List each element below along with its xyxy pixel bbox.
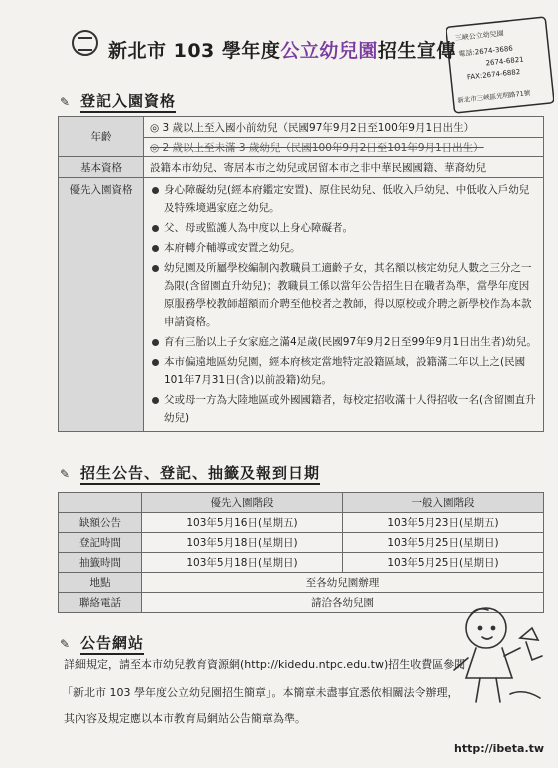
stamp-icon: [446, 16, 554, 116]
table-row: [59, 178, 544, 432]
school-stamp: [446, 16, 554, 116]
new-taipei-logo-icon: [72, 30, 98, 56]
age-text-2-struck: ◎ 2 歲以上至未滿 3 歲幼兒（民國100年9月2日至101年9月1日出生）: [144, 138, 544, 157]
eligibility-table: [58, 116, 544, 432]
table-row: [59, 513, 544, 533]
website-para-2: 「新北市 103 學年度公立幼兒園招生簡章」。本簡章未盡事宜悉依相關法令辦理，: [62, 686, 459, 699]
cell-priority: 103年5月16日(星期五): [142, 513, 343, 533]
list-item: 身心障礙幼兒(經本府鑑定安置)、原住民幼兒、低收入戶幼兒、中低收入戶幼兒及特殊境遇家庭之幼兒。: [150, 181, 537, 217]
cell-general: 103年5月25日(星期日): [343, 553, 544, 573]
basic-label: 基本資格: [59, 157, 144, 178]
priority-cell: [144, 178, 544, 432]
watermark-url: http://ibeta.tw: [454, 742, 545, 755]
website-para-1: 詳細規定，請至本市幼兒教育資源網(http://kidedu.ntpc.edu.tw)招生收費區參閱: [64, 658, 466, 671]
row-label: 地點: [59, 573, 142, 593]
stamp-line-4: FAX:2674-6882: [466, 67, 521, 82]
stamp-line-2: 電話:2674-3686: [458, 44, 514, 59]
stamp-line-3: 2674-6821: [485, 55, 525, 68]
title-suffix: 招生宣傳: [377, 40, 456, 62]
age-label: 年齡: [59, 117, 144, 157]
title-prefix: 新北市 103 學年度: [108, 40, 281, 62]
location-value: 至各幼兒園辦理: [142, 573, 544, 593]
table-header-row: [59, 493, 544, 513]
list-item: 育有三胎以上子女家庭之滿4足歲(民國97年9月2日至99年9月1日出生者)幼兒。: [150, 333, 537, 351]
pencil-icon: ✎: [60, 637, 72, 651]
phone-value: 請洽各幼兒園: [142, 593, 544, 613]
age-text-1: ◎ 3 歲以上至入國小前幼兒（民國97年9月2日至100年9月1日出生）: [144, 117, 544, 138]
list-item: 父、母或監護人為中度以上身心障礙者。: [150, 219, 537, 237]
title-highlight: 公立幼兒園: [280, 40, 378, 62]
section1-heading: ✎ 登記入園資格: [60, 90, 176, 111]
cell-general: 103年5月23日(星期五): [343, 513, 544, 533]
list-item: 幼兒園及所屬學校編制內教職員工適齡子女，其名額以核定幼兒人數之三分之一為限(含留園直升幼兒)；教職員工係以當年公告招生日在職者為準，當學年度因原服務學校教師超額而介聘至他校者之教師，得以原校或介聘之新學校作為本款申請資格。: [150, 259, 537, 331]
table-row: [59, 573, 544, 593]
section2-heading: ✎ 招生公告、登記、抽籤及報到日期: [60, 462, 320, 483]
basic-text: 設籍本市幼兒、寄居本市之幼兒或居留本市之非中華民國國籍、華裔幼兒: [144, 157, 544, 178]
list-item: 本市偏遠地區幼兒園，經本府核定當地特定設籍區域，設籍滿二年以上之(民國101年7月31日(含)以前設籍)幼兒。: [150, 353, 537, 389]
table-row: [59, 533, 544, 553]
cell-general: 103年5月25日(星期日): [343, 533, 544, 553]
table-row: [59, 117, 544, 138]
row-label: 缺額公告: [59, 513, 142, 533]
row-label: 聯絡電話: [59, 593, 142, 613]
table-row: [59, 157, 544, 178]
pencil-icon: ✎: [60, 95, 72, 109]
header-cell: 優先入園階段: [142, 493, 343, 513]
cell-priority: 103年5月18日(星期日): [142, 553, 343, 573]
header-cell: 一般入園階段: [343, 493, 544, 513]
row-label: 登記時間: [59, 533, 142, 553]
list-item: 本府轉介輔導或安置之幼兒。: [150, 239, 537, 257]
website-para-3: 其內容及規定應以本市教育局網站公告簡章為準。: [64, 712, 306, 725]
table-row: [59, 553, 544, 573]
page-title: [108, 36, 456, 63]
header-cell: [59, 493, 142, 513]
row-label: 抽籤時間: [59, 553, 142, 573]
schedule-table: [58, 492, 544, 613]
cell-priority: 103年5月18日(星期日): [142, 533, 343, 553]
stamp-line-0: 新北市三峽區光明路71號: [456, 89, 531, 105]
pencil-icon: ✎: [60, 467, 72, 481]
stamp-line-1: 三峽公立幼兒園: [454, 29, 505, 43]
cartoon-child-icon: [440, 598, 548, 718]
priority-label: 優先入園資格: [59, 178, 144, 432]
list-item: 父或母一方為大陸地區或外國國籍者，每校定招收滿十人得招收一名(含留園直升幼兒): [150, 391, 537, 427]
section3-heading: ✎ 公告網站: [60, 632, 144, 653]
